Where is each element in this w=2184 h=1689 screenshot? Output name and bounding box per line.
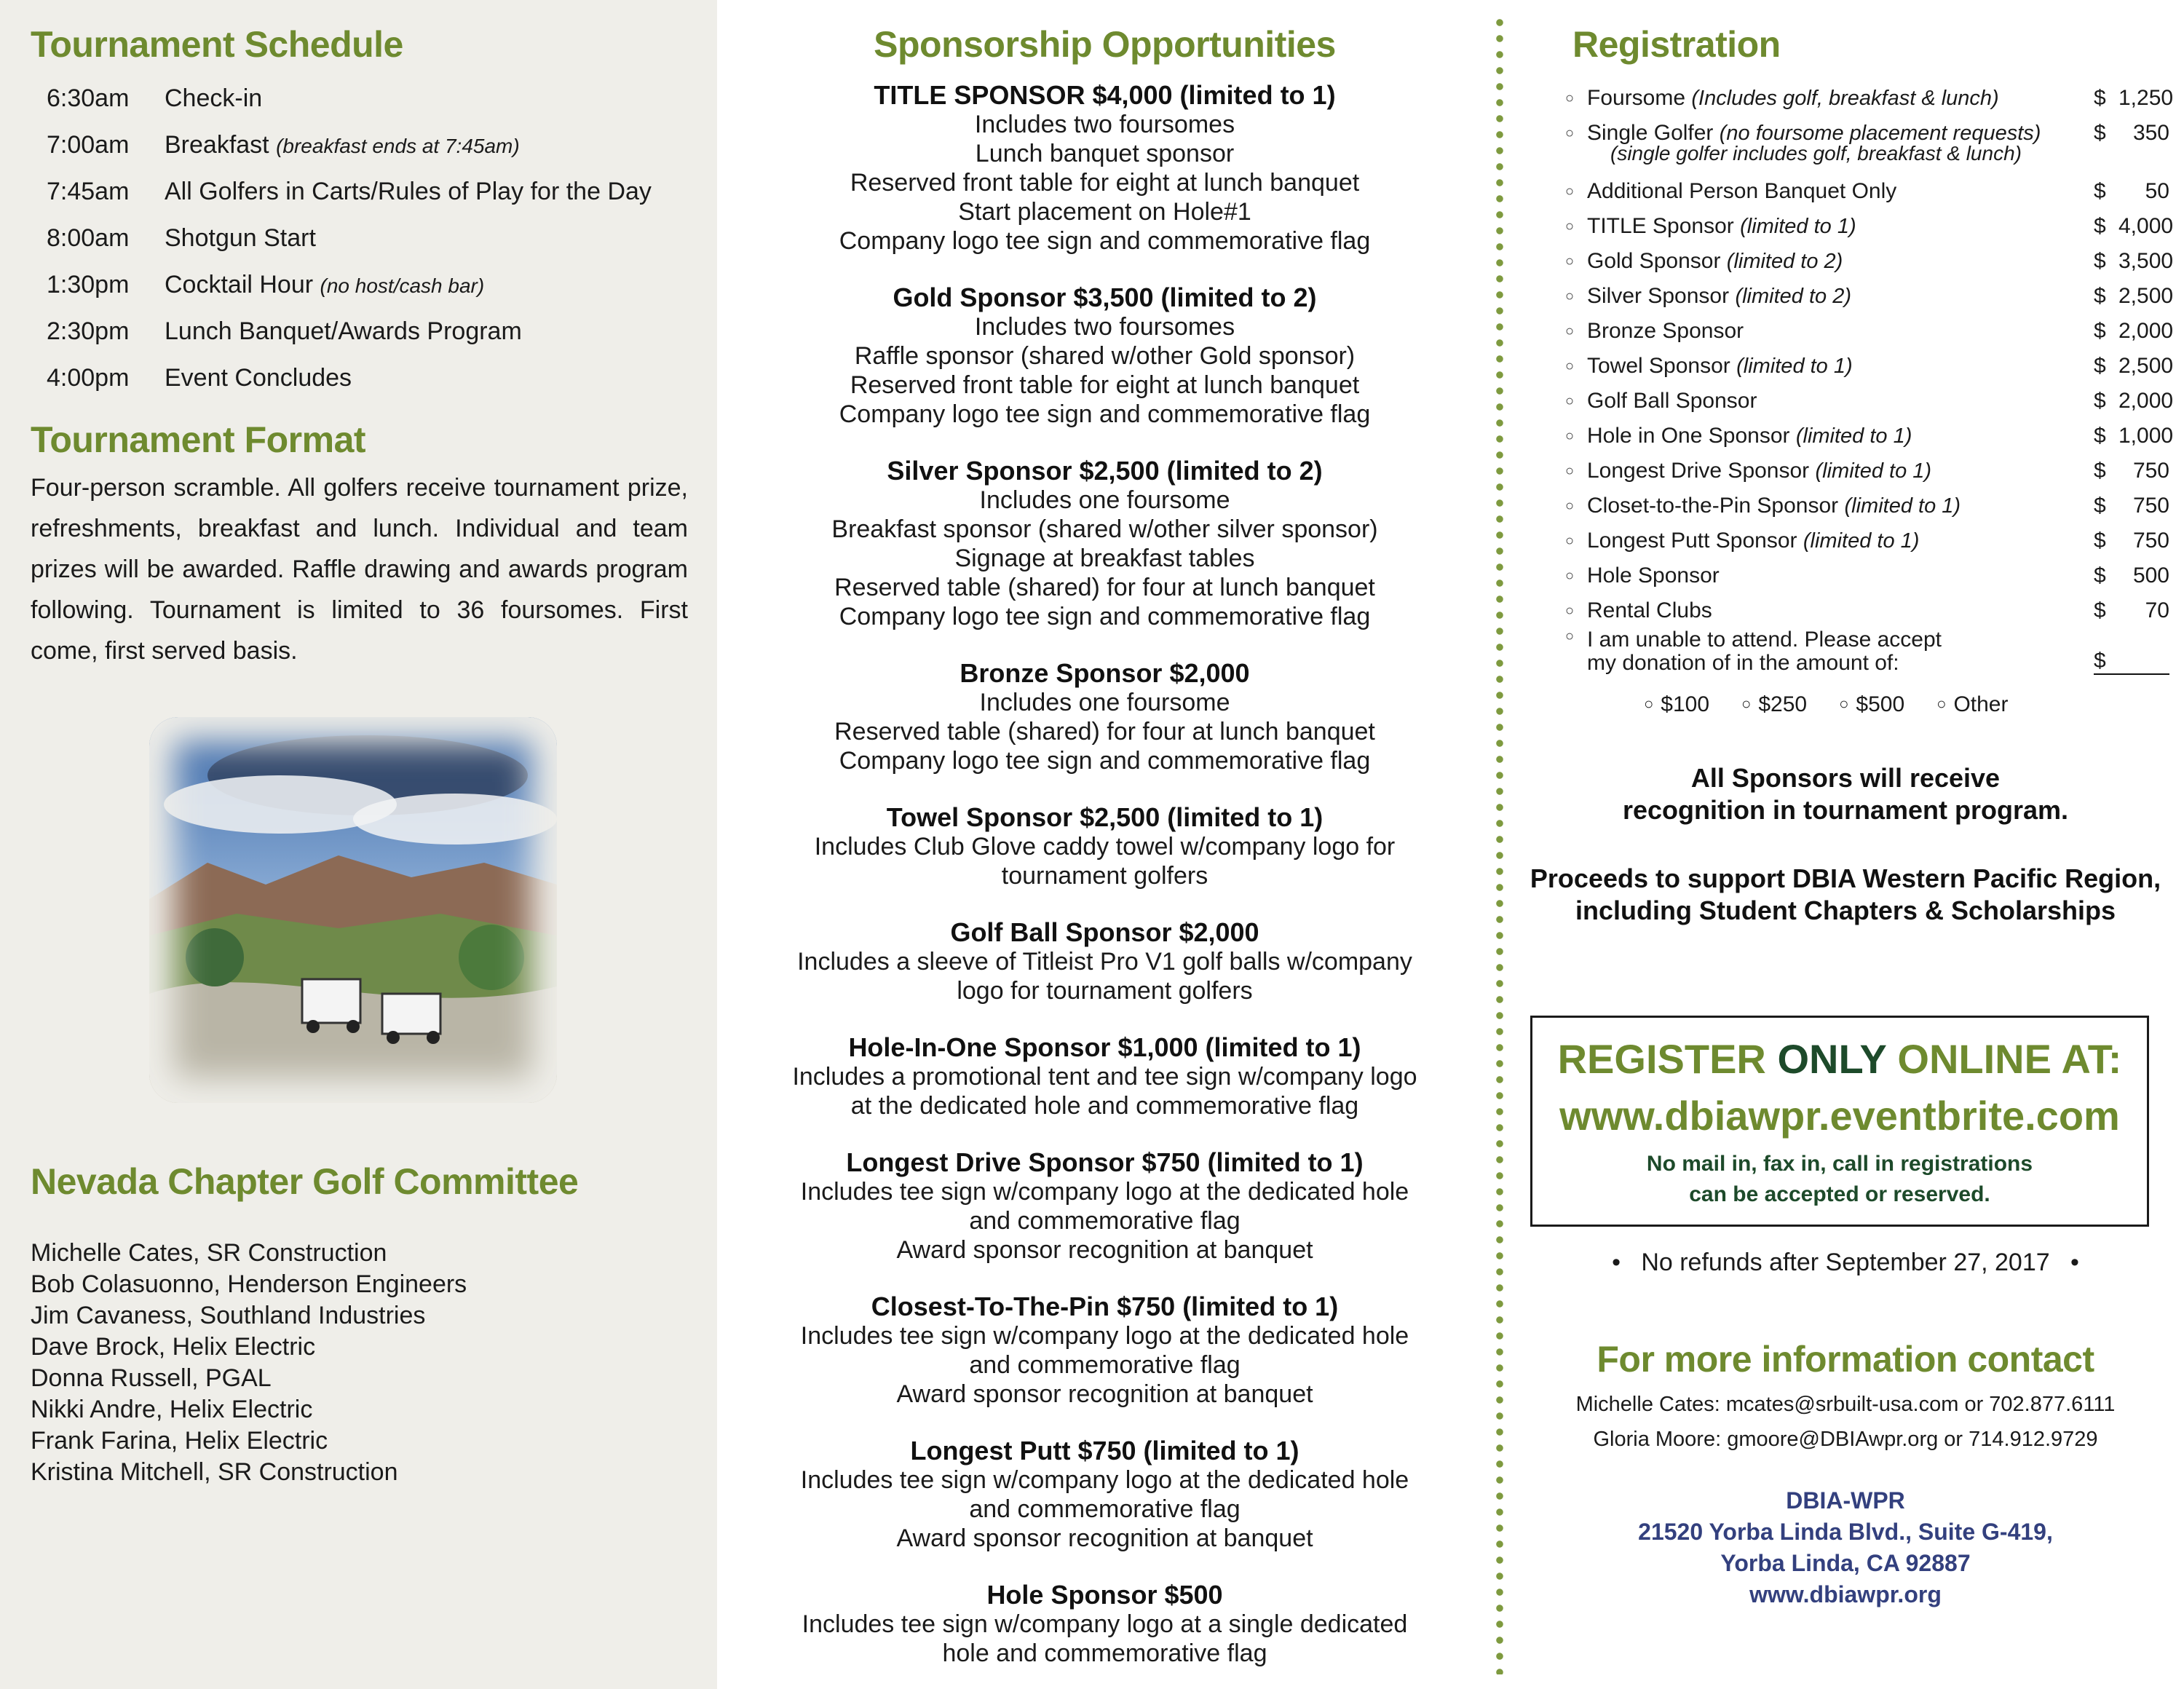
sponsor-title: Bronze Sponsor $2,000	[960, 658, 1250, 688]
circle-bullet-icon: ○	[1565, 567, 1575, 584]
schedule-event: Lunch Banquet/Awards Program	[165, 317, 522, 345]
committee-member: Jim Cavaness, Southland Industries	[31, 1302, 426, 1329]
sponsor-line: Reserved table (shared) for four at lunch banquet	[834, 718, 1375, 745]
schedule-list	[47, 75, 688, 401]
sponsor-block-gold	[717, 283, 1492, 429]
registration-item: ○ Single Golfer (no foursome placement requests) $ 350	[1565, 121, 2169, 145]
registration-item: ○ TITLE Sponsor (limited to 1) $ 4,000	[1565, 214, 2174, 238]
schedule-time: 8:00am	[47, 224, 130, 252]
sponsor-line: Reserved front table for eight at lunch banquet	[850, 371, 1360, 399]
sponsor-recognition-note: All Sponsors will receive recognition in tournament program.	[1622, 763, 2069, 825]
circle-bullet-icon: ○	[1565, 253, 1575, 269]
circle-bullet-icon: ○	[1565, 124, 1575, 141]
registration-item: ○ Longest Drive Sponsor (limited to 1) $ 750	[1565, 459, 2169, 483]
register-online-box	[1530, 1016, 2149, 1227]
sponsor-line: Includes tee sign w/company logo at the dedicated hole	[800, 1178, 1409, 1206]
sponsor-line: hole and commemorative flag	[942, 1639, 1267, 1667]
sponsor-line: Reserved front table for eight at lunch banquet	[850, 169, 1360, 197]
registration-item: ○ Closet-to-the-Pin Sponsor (limited to 1) $ 750	[1565, 494, 2169, 518]
registration-item: ○ Hole in One Sponsor (limited to 1) $ 1,000	[1565, 424, 2174, 448]
registration-subnote: (single golfer includes golf, breakfast & lunch)	[1610, 142, 2022, 165]
registration-item: ○ Bronze Sponsor $ 2,000	[1565, 319, 2174, 343]
schedule-event: All Golfers in Carts/Rules of Play for the Day	[165, 177, 652, 205]
contact-line[interactable]: Gloria Moore: gmoore@DBIAwpr.org or 714.912.9729	[1593, 1428, 2098, 1451]
register-url-link[interactable]: www.dbiawpr.eventbrite.com	[1559, 1093, 2120, 1139]
sponsor-line: Raffle sponsor (shared w/other Gold sponsor)	[854, 342, 1356, 370]
schedule-event: Shotgun Start	[165, 224, 316, 252]
committee-member: Frank Farina, Helix Electric	[31, 1427, 328, 1455]
sponsorship-panel	[717, 0, 1492, 1689]
sponsor-title: Hole Sponsor $500	[986, 1580, 1223, 1610]
sponsor-line: and commemorative flag	[969, 1207, 1241, 1235]
registration-item: ○ Additional Person Banquet Only $ 50	[1565, 179, 2169, 203]
sponsor-block-hole-in-one	[717, 1033, 1492, 1120]
registration-item: ○ Silver Sponsor (limited to 2) $ 2,500	[1565, 284, 2174, 308]
circle-bullet-icon: ○	[1565, 323, 1575, 339]
registration-item: ○ Longest Putt Sponsor (limited to 1) $ 750	[1565, 529, 2169, 553]
sponsor-line: Includes a promotional tent and tee sign w/company logo	[792, 1063, 1417, 1091]
sponsor-block-hole	[717, 1581, 1492, 1668]
registration-item: ○ Golf Ball Sponsor $ 2,000	[1565, 389, 2174, 413]
sponsor-block-golf-ball	[717, 918, 1492, 1005]
circle-bullet-icon: ○	[1565, 288, 1575, 304]
donation-options	[1644, 692, 2169, 717]
organization-address	[1507, 1485, 2184, 1610]
sponsor-title: Hole-In-One Sponsor $1,000 (limited to 1)	[848, 1032, 1361, 1062]
sponsor-title: TITLE SPONSOR $4,000 (limited to 1)	[874, 80, 1336, 110]
sponsor-line: Company logo tee sign and commemorative flag	[839, 400, 1371, 428]
committee-member: Nikki Andre, Helix Electric	[31, 1396, 313, 1423]
committee-member: Bob Colasuonno, Henderson Engineers	[31, 1270, 467, 1298]
contact-heading: For more information contact	[1597, 1339, 2094, 1380]
register-restriction-note: No mail in, fax in, call in registrations can be accepted or reserved.	[1646, 1152, 2033, 1206]
sponsor-line: Breakfast sponsor (shared w/other silver sponsor)	[831, 515, 1378, 543]
sponsor-line: and commemorative flag	[969, 1495, 1241, 1523]
schedule-row	[47, 355, 688, 401]
sponsorship-heading: Sponsorship Opportunities	[874, 24, 1336, 65]
donation-option-100[interactable]: ○ $100	[1644, 692, 1709, 717]
schedule-time: 2:30pm	[47, 317, 130, 345]
registration-item: ○ Towel Sponsor (limited to 1) $ 2,500	[1565, 354, 2174, 378]
schedule-event: Event Concludes	[165, 363, 352, 392]
donation-amount-blank[interactable]: $	[2094, 628, 2169, 675]
sponsor-line: Company logo tee sign and commemorative flag	[839, 227, 1371, 255]
register-online-heading: REGISTER ONLY ONLINE AT:	[1557, 1036, 2122, 1082]
golf-course-photo	[149, 717, 557, 1103]
schedule-event: Cocktail Hour (no host/cash bar)	[165, 270, 485, 298]
sponsor-line: Includes two foursomes	[974, 313, 1235, 341]
schedule-time: 6:30am	[47, 84, 130, 112]
schedule-row	[47, 168, 688, 215]
circle-bullet-icon: ○	[1565, 218, 1575, 234]
committee-member: Michelle Cates, SR Construction	[31, 1239, 387, 1267]
schedule-event: Breakfast (breakfast ends at 7:45am)	[165, 130, 520, 159]
org-website-link[interactable]: www.dbiawpr.org	[1749, 1581, 1942, 1607]
schedule-row	[47, 308, 688, 355]
sponsor-line: and commemorative flag	[969, 1351, 1241, 1379]
dotted-divider	[1496, 15, 1503, 1674]
sponsor-title: Closest-To-The-Pin $750 (limited to 1)	[871, 1292, 1339, 1321]
schedule-heading: Tournament Schedule	[31, 24, 403, 65]
sponsor-block-towel	[717, 803, 1492, 890]
sponsor-block-silver	[717, 456, 1492, 631]
sponsor-line: at the dedicated hole and commemorative flag	[850, 1092, 1359, 1120]
committee-member: Donna Russell, PGAL	[31, 1364, 272, 1392]
schedule-row	[47, 261, 688, 308]
org-city: Yorba Linda, CA 92887	[1720, 1550, 1971, 1576]
sponsor-block-longest-putt	[717, 1436, 1492, 1553]
registration-item: ○ Foursome (Includes golf, breakfast & lunch) $ 1,250	[1565, 86, 2174, 110]
schedule-row	[47, 215, 688, 261]
donation-item: ○ I am unable to attend. Please accept my donation of in the amount of: $	[1565, 628, 2169, 687]
sponsor-line: Includes tee sign w/company logo at the dedicated hole	[800, 1466, 1409, 1494]
sponsor-line: Company logo tee sign and commemorative flag	[839, 747, 1371, 775]
format-heading: Tournament Format	[31, 419, 366, 460]
schedule-time: 7:00am	[47, 130, 130, 159]
circle-bullet-icon: ○	[1565, 497, 1575, 514]
registration-list	[1565, 81, 2174, 717]
sponsor-block-closest-to-pin	[717, 1292, 1492, 1409]
circle-bullet-icon: ○	[1565, 628, 1575, 644]
sponsor-line: Includes tee sign w/company logo at the dedicated hole	[800, 1322, 1409, 1350]
sponsor-line: Award sponsor recognition at banquet	[896, 1524, 1313, 1552]
sponsor-line: Includes Club Glove caddy towel w/company logo for	[814, 833, 1396, 861]
sponsor-line: Company logo tee sign and commemorative flag	[839, 603, 1371, 630]
sponsor-line: Includes a sleeve of Titleist Pro V1 golf balls w/company	[797, 948, 1412, 976]
sponsor-title: Golf Ball Sponsor $2,000	[950, 917, 1259, 947]
sponsor-line: Lunch banquet sponsor	[975, 140, 1235, 167]
sponsor-line: Award sponsor recognition at banquet	[896, 1380, 1313, 1408]
sponsor-title: Silver Sponsor $2,500 (limited to 2)	[887, 456, 1323, 486]
refund-notice: • No refunds after September 27, 2017 •	[1612, 1249, 2079, 1276]
schedule-event: Check-in	[165, 84, 263, 112]
circle-bullet-icon: ○	[1565, 392, 1575, 409]
committee-heading: Nevada Chapter Golf Committee	[31, 1161, 579, 1202]
format-description: Four-person scramble. All golfers receive tournament prize, refreshments, breakfast and lunch. Individual and team prizes will be awarded. Raffle drawing and awards program following. Tournament is limited to 36 foursomes. First come, first served basis.	[31, 474, 688, 665]
registration-item: ○ Rental Clubs $ 70	[1565, 598, 2169, 622]
sponsor-title: Towel Sponsor $2,500 (limited to 1)	[886, 802, 1324, 832]
contact-line[interactable]: Michelle Cates: mcates@srbuilt-usa.com or 702.877.6111	[1575, 1393, 2116, 1416]
sponsor-title: Gold Sponsor $3,500 (limited to 2)	[893, 282, 1317, 312]
sponsor-line: tournament golfers	[1001, 862, 1208, 890]
schedule-row	[47, 75, 688, 122]
registration-item: ○ Hole Sponsor $ 500	[1565, 563, 2169, 588]
sponsor-line: logo for tournament golfers	[957, 977, 1253, 1005]
committee-list	[31, 1238, 467, 1488]
schedule-time: 4:00pm	[47, 363, 130, 392]
sponsor-title: Longest Drive Sponsor $750 (limited to 1)	[846, 1147, 1364, 1177]
schedule-time: 1:30pm	[47, 270, 130, 298]
donation-option-250[interactable]: ○ $250	[1741, 692, 1807, 717]
registration-heading: Registration	[1572, 24, 1781, 65]
sponsor-line: Signage at breakfast tables	[954, 545, 1255, 572]
donation-option-500[interactable]: ○ $500	[1839, 692, 1904, 717]
circle-bullet-icon: ○	[1565, 357, 1575, 374]
donation-option-other[interactable]: ○ Other	[1936, 692, 2008, 717]
circle-bullet-icon: ○	[1565, 532, 1575, 549]
sponsor-line: Includes one foursome	[979, 689, 1230, 716]
circle-bullet-icon: ○	[1565, 183, 1575, 199]
sponsor-line: Includes tee sign w/company logo at a single dedicated	[802, 1610, 1408, 1638]
sponsor-line: Reserved table (shared) for four at lunch banquet	[834, 574, 1375, 601]
circle-bullet-icon: ○	[1565, 90, 1575, 106]
registration-item: ○ Gold Sponsor (limited to 2) $ 3,500	[1565, 249, 2174, 273]
sponsor-title: Longest Putt $750 (limited to 1)	[910, 1436, 1299, 1465]
sponsor-block-bronze	[717, 659, 1492, 775]
proceeds-note: Proceeds to support DBIA Western Pacific Region, including Student Chapters & Scholarships	[1530, 863, 2161, 925]
committee-member: Dave Brock, Helix Electric	[31, 1333, 316, 1361]
circle-bullet-icon: ○	[1565, 427, 1575, 444]
sponsor-line: Award sponsor recognition at banquet	[896, 1236, 1313, 1264]
circle-bullet-icon: ○	[1565, 462, 1575, 479]
contact-list	[1507, 1387, 2184, 1457]
sponsor-line: Start placement on Hole#1	[958, 198, 1251, 226]
schedule-row	[47, 122, 688, 168]
committee-member: Kristina Mitchell, SR Construction	[31, 1458, 398, 1486]
sponsor-block-longest-drive	[717, 1148, 1492, 1265]
circle-bullet-icon: ○	[1565, 602, 1575, 619]
sponsor-line: Includes one foursome	[979, 486, 1230, 514]
sponsor-block-title	[717, 81, 1492, 256]
sponsor-line: Includes two foursomes	[974, 111, 1235, 138]
schedule-time: 7:45am	[47, 177, 130, 205]
org-street: 21520 Yorba Linda Blvd., Suite G-419,	[1638, 1519, 2053, 1545]
org-name: DBIA-WPR	[1786, 1487, 1905, 1514]
